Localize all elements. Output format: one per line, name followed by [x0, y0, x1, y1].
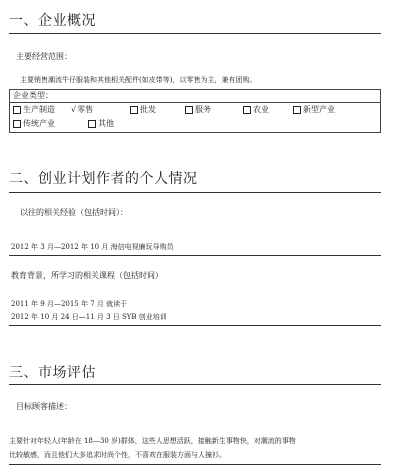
section1-title: 一、企业概况	[9, 13, 96, 29]
business-scope-text: 主要销售潮流牛仔服装和其他相关配件(如皮带等)，以零售为主，兼有团购。	[20, 76, 257, 84]
checkbox-icon	[130, 106, 138, 114]
education-item-1: 2011 年 9 月—2015 年 7 月 就读于	[11, 300, 128, 308]
checkbox-icon	[88, 120, 96, 128]
enterprise-type-row2	[10, 117, 380, 131]
type-option-traditional[interactable]: 传统产业	[13, 118, 88, 130]
type-option-retail[interactable]: √ 零售	[71, 105, 94, 114]
education-label: 教育背景，所学习的相关课程（包括时间）	[11, 271, 163, 280]
target-customer-line-2: 比较敏感，而且他们大多追求时尚个性，不喜欢在服装方面与人撞衫。	[9, 451, 226, 459]
section3-title: 三、市场评估	[9, 365, 96, 381]
type-option-other[interactable]: 其他	[88, 118, 114, 130]
target-customer-rule	[9, 464, 381, 465]
education-item-2: 2012 年 10 月 24 日—11 月 3 日 SYB 创业培训	[11, 313, 167, 321]
checkbox-icon	[13, 106, 21, 114]
experience-rule	[9, 255, 381, 256]
section3-rule	[9, 384, 381, 385]
checkbox-icon	[243, 106, 251, 114]
type-option-new-industry[interactable]: 新型产业	[293, 104, 335, 116]
enterprise-type-row1	[10, 103, 380, 117]
checkbox-icon	[13, 120, 21, 128]
type-option-agriculture[interactable]: 农业	[243, 104, 293, 116]
section2-rule	[9, 192, 381, 193]
checkbox-icon	[185, 106, 193, 114]
experience-label: 以往的相关经验（包括时间）：	[20, 208, 128, 217]
type-option-wholesale[interactable]: 批发	[130, 104, 185, 116]
target-customer-label: 目标顾客描述：	[16, 402, 72, 411]
target-customer-line-1: 主要针对年轻人(年龄在 18—30 岁)群体，这些人思想活跃，接触新生事物快，对潮流的事物	[9, 437, 296, 445]
section2-title: 二、创业计划作者的个人情况	[9, 171, 198, 187]
experience-item: 2012 年 3 月—2012 年 10 月 海信电视廉玩导购员	[11, 243, 174, 251]
check-mark-icon: √	[71, 105, 77, 114]
education-rule	[9, 325, 381, 326]
section1-rule	[9, 33, 381, 34]
type-option-production[interactable]: 生产制造	[13, 104, 71, 116]
business-scope-label: 主要经营范围：	[16, 52, 72, 61]
type-option-service[interactable]: 服务	[185, 104, 243, 116]
enterprise-type-table	[9, 89, 381, 133]
checkbox-icon	[293, 106, 301, 114]
enterprise-type-label: 企业类型：	[13, 91, 53, 100]
